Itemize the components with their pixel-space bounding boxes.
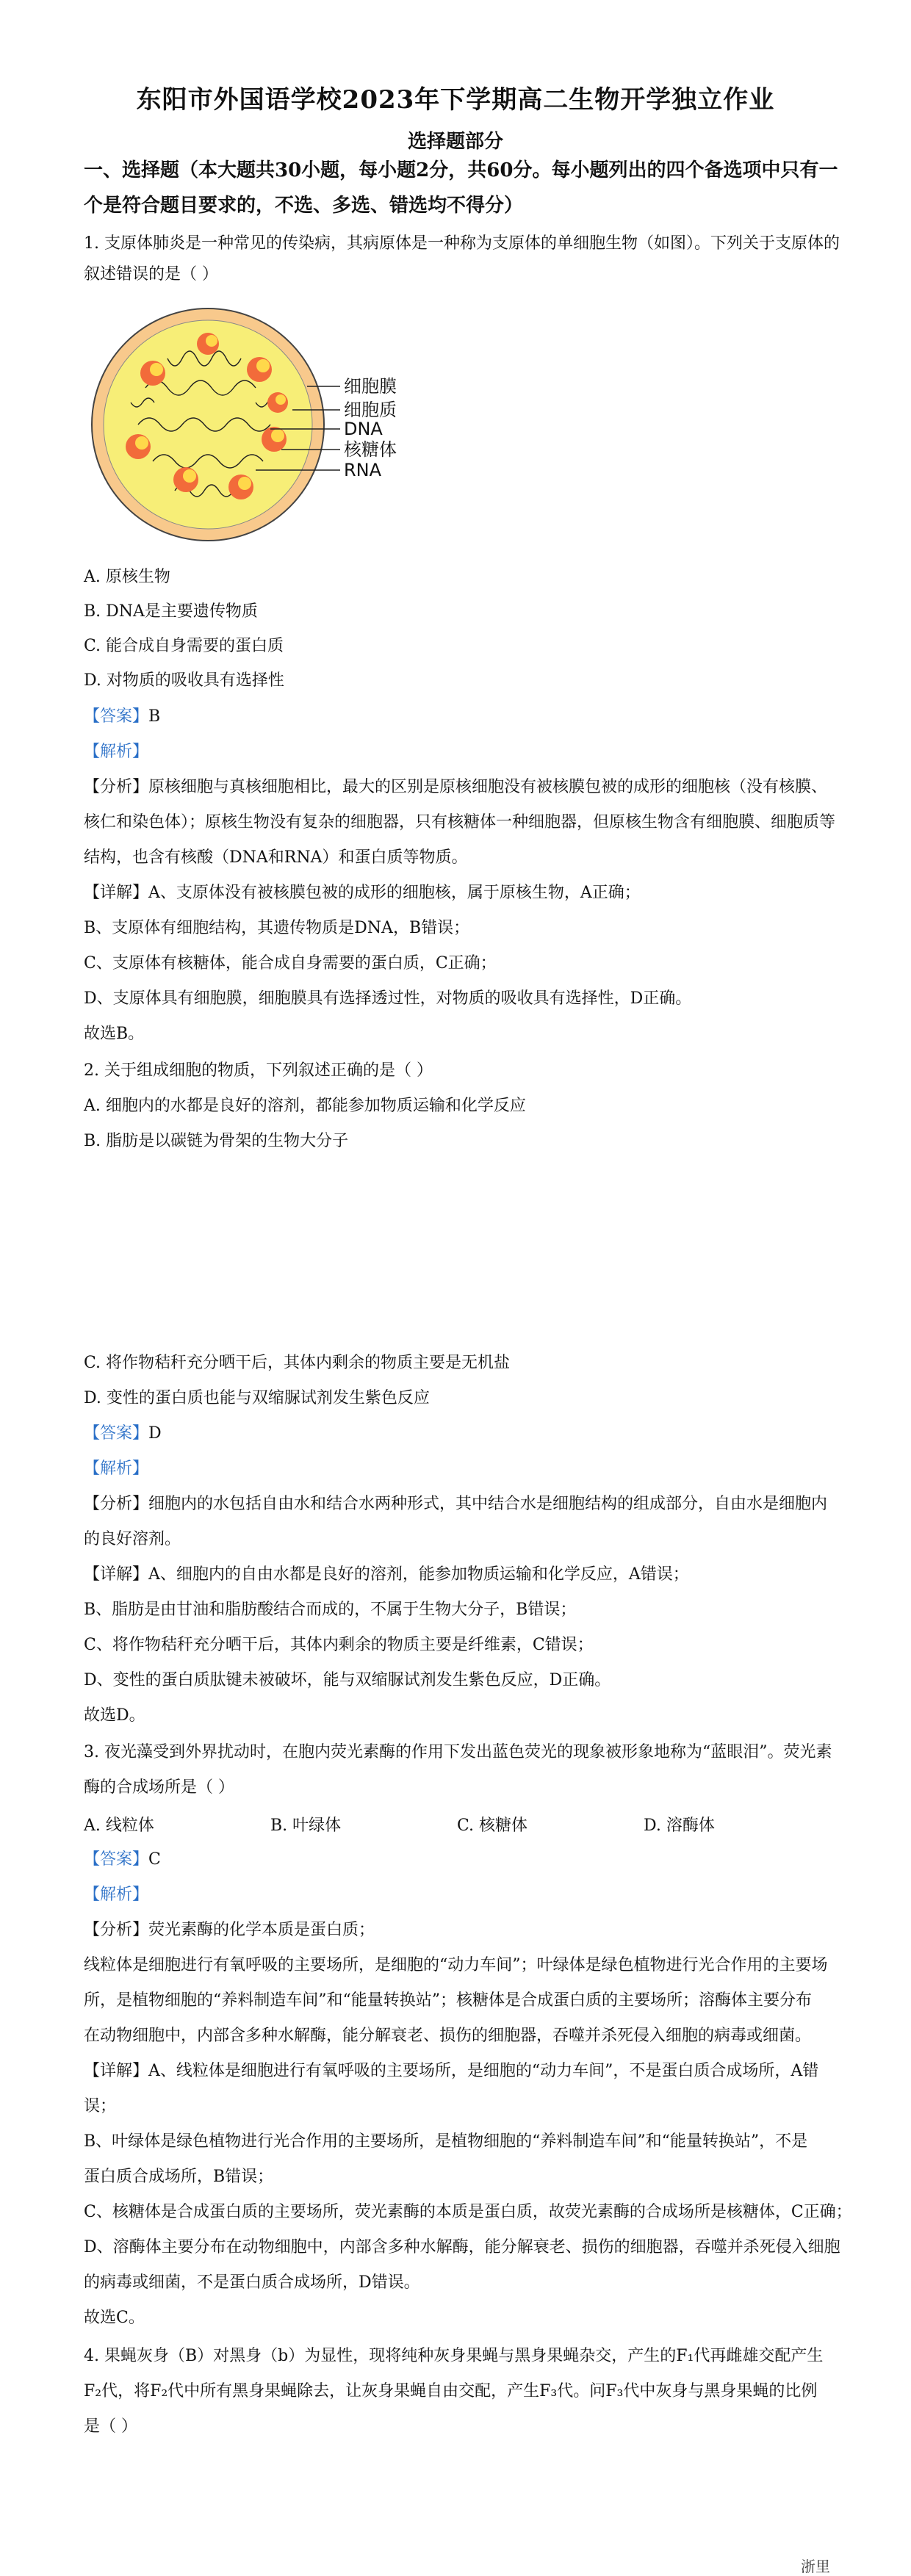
q1-option-c: C. 能合成自身需要的蛋白质 — [84, 637, 284, 655]
q3-analysis-tag: 【解析】 — [84, 1886, 149, 1904]
section-heading-cont: 个是符合题目要求的，不选、多选、错选均不得分） — [84, 195, 524, 217]
q2-option-d: D. 变性的蛋白质也能与双缩脲试剂发生紫色反应 — [84, 1389, 430, 1407]
label-cytoplasm: 细胞质 — [344, 400, 397, 420]
q3-analysis-line: 线粒体是细胞进行有氧呼吸的主要场所，是细胞的“动力车间”；叶绿体是绿色植物进行光合作用的主要场 — [84, 1956, 828, 1974]
q1-analysis-line: 【详解】A、支原体没有被核膜包被的成形的细胞核，属于原核生物，A正确； — [84, 884, 641, 902]
label-dna: DNA — [344, 419, 383, 439]
q3-analysis-line: 的病毒或细菌，不是蛋白质合成场所，D错误。 — [84, 2273, 420, 2292]
q3-option-b: B. 叶绿体 — [270, 1816, 342, 1835]
q1-analysis-line: 核仁和染色体）；原核生物没有复杂的细胞器，只有核糖体一种细胞器，但原核生物含有细胞膜、细胞质等 — [84, 813, 836, 831]
q3-stem-cont: 酶的合成场所是（ ） — [84, 1778, 234, 1797]
q3-analysis-line: B、叶绿体是绿色植物进行光合作用的主要场所，是植物细胞的“养料制造车间”和“能量转换站”，不是 — [84, 2132, 808, 2151]
q1-analysis-tag: 【解析】 — [84, 743, 149, 761]
label-rna: RNA — [344, 460, 382, 480]
q2-option-a: A. 细胞内的水都是良好的溶剂，都能参加物质运输和化学反应 — [84, 1097, 526, 1115]
q2-analysis-line: 【分析】细胞内的水包括自由水和结合水两种形式，其中结合水是细胞结构的组成部分，自由水是细胞内 — [84, 1495, 828, 1513]
q3-analysis-line: 故选C。 — [84, 2309, 145, 2327]
q2-analysis-line: D、变性的蛋白质肽键未被破坏，能与双缩脲试剂发生紫色反应，D正确。 — [84, 1671, 611, 1689]
q1-analysis-line: D、支原体具有细胞膜，细胞膜具有选择透过性，对物质的吸收具有选择性，D正确。 — [84, 989, 692, 1008]
q3-analysis-line: 误； — [84, 2097, 117, 2115]
q3-answer — [84, 1848, 833, 1872]
q1-analysis-line: 结构，也含有核酸（DNA和RNA）和蛋白质等物质。 — [84, 848, 468, 867]
answer-tag: 【答案】 — [84, 707, 149, 726]
q3-analysis-line: 【分析】荧光素酶的化学本质是蛋白质； — [84, 1921, 375, 1939]
q1-answer — [84, 705, 833, 729]
section-heading: 一、选择题（本大题共30小题，每小题2分，共60分。每小题列出的四个备选项中只有一 — [84, 159, 838, 181]
label-ribosome: 核糖体 — [344, 439, 397, 460]
q1-option-a: A. 原核生物 — [84, 568, 170, 586]
answer-tag: 【答案】 — [84, 1850, 149, 1869]
q1-option-d: D. 对物质的吸收具有选择性 — [84, 671, 284, 690]
q2-analysis-line: 【详解】A、细胞内的自由水都是良好的溶剂，能参加物质运输和化学反应，A错误； — [84, 1565, 689, 1584]
q1-stem: 1. 支原体肺炎是一种常见的传染病，其病原体是一种称为支原体的单细胞生物（如图）。下列关于支原体的 — [84, 234, 840, 253]
q2-answer — [84, 1422, 833, 1446]
q3-analysis-line: 蛋白质合成场所，B错误； — [84, 2168, 274, 2186]
label-cell-membrane: 细胞膜 — [344, 376, 397, 397]
q2-option-b: B. 脂肪是以碳链为骨架的生物大分子 — [84, 1132, 349, 1150]
section-subtitle: 选择题部分 — [407, 131, 503, 153]
q2-analysis-line: 故选D。 — [84, 1706, 145, 1725]
q4-stem-cont: 是（ ） — [84, 2417, 137, 2436]
q1-stem-cont: 叙述错误的是（ ） — [84, 265, 218, 284]
q3-analysis-line: D、溶酶体主要分布在动物细胞中，内部含多种水解酶，能分解衰老、损伤的细胞器，吞噬并杀死侵入细胞 — [84, 2238, 840, 2256]
q3-option-a: A. 线粒体 — [84, 1816, 154, 1835]
answer-tag: 【答案】 — [84, 1424, 149, 1443]
q3-analysis-line: 【详解】A、线粒体是细胞进行有氧呼吸的主要场所，是细胞的“动力车间”，不是蛋白质合成场所，A错 — [84, 2062, 819, 2080]
page-title: 东阳市外国语学校2023年下学期高二生物开学独立作业 — [136, 85, 775, 115]
q3-option-c: C. 核糖体 — [457, 1816, 528, 1835]
q1-analysis-line: 故选B。 — [84, 1025, 145, 1043]
q2-analysis-line: C、将作物秸秆充分晒干后，其体内剩余的物质主要是纤维素，C错误； — [84, 1636, 594, 1654]
q1-analysis-line: 【分析】原核细胞与真核细胞相比，最大的区别是原核细胞没有被核膜包被的成形的细胞核（没有核膜、 — [84, 778, 828, 796]
q2-analysis-tag: 【解析】 — [84, 1460, 149, 1478]
answer-value: C — [148, 1850, 161, 1869]
answer-value: B — [148, 707, 161, 726]
q1-analysis-line: C、支原体有核糖体，能合成自身需要的蛋白质，C正确； — [84, 954, 497, 973]
q3-option-d: D. 溶酶体 — [644, 1816, 715, 1835]
answer-value: D — [148, 1424, 162, 1443]
q3-analysis-line: 所，是植物细胞的“养料制造车间”和“能量转换站”；核糖体是合成蛋白质的主要场所；溶酶体主要分布 — [84, 1991, 812, 2010]
q3-stem: 3. 夜光藻受到外界扰动时，在胞内荧光素酶的作用下发出蓝色荧光的现象被形象地称为“蓝眼泪”。荧光素 — [84, 1743, 832, 1761]
q1-analysis-line: B、支原体有细胞结构，其遗传物质是DNA，B错误； — [84, 919, 470, 937]
q2-analysis-line: 的良好溶剂。 — [84, 1530, 181, 1548]
q4-stem: 4. 果蝇灰身（B）对黑身（b）为显性，现将纯种灰身果蝇与黑身果蝇杂交，产生的F₁代再雌雄交配产生 — [84, 2347, 824, 2365]
q4-stem-cont: F₂代，将F₂代中所有黑身果蝇除去，让灰身果蝇自由交配，产生F₃代。问F₃代中灰身与黑身果蝇的比例 — [84, 2382, 818, 2400]
q3-analysis-line: 在动物细胞中，内部含多种水解酶，能分解衰老、损伤的细胞器，吞噬并杀死侵入细胞的病毒或细菌。 — [84, 2027, 812, 2045]
q2-option-c: C. 将作物秸秆充分晒干后，其体内剩余的物质主要是无机盐 — [84, 1354, 511, 1372]
mycoplasma-diagram — [87, 300, 469, 549]
footer-watermark: 浙里 — [801, 2558, 830, 2575]
q2-analysis-line: B、脂肪是由甘油和脂肪酸结合而成的，不属于生物大分子，B错误； — [84, 1601, 577, 1619]
q3-analysis-line: C、核糖体是合成蛋白质的主要场所，荧光素酶的本质是蛋白质，故荧光素酶的合成场所是核糖体，C正确； — [84, 2203, 852, 2221]
q1-option-b: B. DNA是主要遗传物质 — [84, 602, 258, 621]
q2-stem: 2. 关于组成细胞的物质，下列叙述正确的是（ ） — [84, 1061, 433, 1080]
